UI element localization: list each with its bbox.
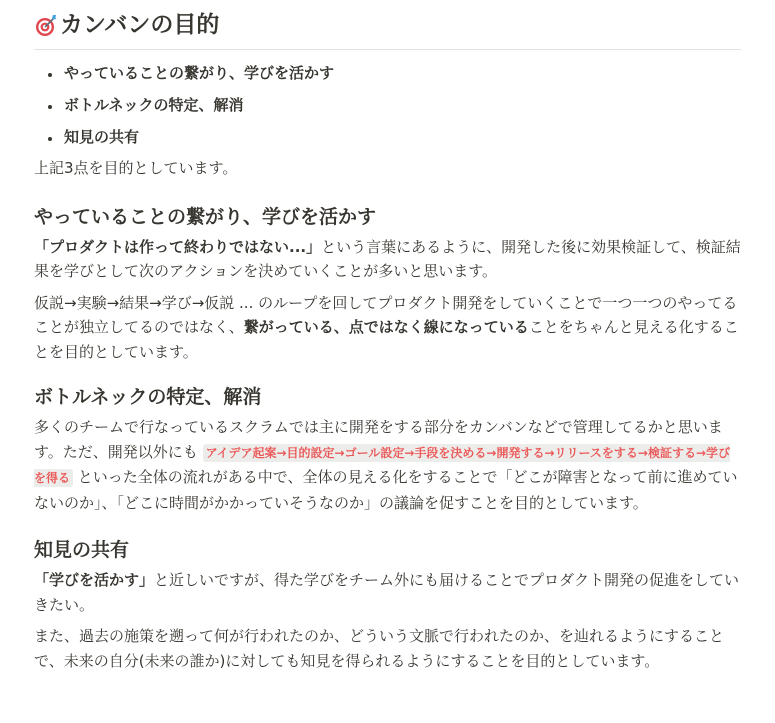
paragraph-text: ことをちゃんと見える化することを目的としています。 <box>34 318 739 361</box>
section-heading-bottleneck: ボトルネックの特定、解消 <box>34 386 262 408</box>
page-title-text: カンバンの目的 <box>60 11 220 38</box>
section-heading-learning: やっていることの繋がり、学びを活かす <box>34 205 377 228</box>
paragraph-text: という言葉にあるように、開発した後に効果検証して、検証結果を学びとして次のアクションを決めていくことが多いと思います。 <box>34 237 741 280</box>
paragraph-text: 仮説→実験→結果→学び→仮説 ... のループを回してプロダクト開発をしていくことで一つ一つのやってることが独立してるのではなく、 <box>34 293 738 336</box>
purpose-list <box>34 64 741 147</box>
bold-quote: 「学びを活かす」 <box>34 571 155 589</box>
list-item: • ボトルネックの特定、解消 <box>62 96 741 115</box>
section-heading-knowledge: 知見の共有 <box>34 539 130 561</box>
dart-target-icon <box>34 13 58 37</box>
section-knowledge-paragraph-1 <box>34 568 741 617</box>
page-title <box>34 0 741 43</box>
section-bottleneck-paragraph <box>34 415 741 515</box>
title-divider <box>34 49 741 50</box>
paragraph-text: と近しいですが、得た学びをチーム外にも届けることでプロダクト開発の促進をしていきたい。 <box>34 571 740 614</box>
paragraph-text: 多くのチームで行なっているスクラムでは主に開発をする部分をカンバンなどで管理してるかと思います。ただ、開発以外にも <box>34 418 723 461</box>
paragraph-text: といった全体の流れがある中で、全体の見える化をすることで「どこが障害となって前に進めていないのか」、「どこに時間がかかっていそうなのか」の議論を促すことを目的としています。 <box>34 468 738 512</box>
inline-code-flow: アイデア起案→目的設定→ゴール設定→手段を決める→開発する→リリースをする→検証する→学びを得る <box>34 445 731 485</box>
bold-quote: 「プロダクトは作って終わりではない...」 <box>34 237 322 256</box>
section-learning-paragraph-2 <box>34 291 741 365</box>
list-item: • やっていることの繋がり、学びを活かす <box>62 64 741 83</box>
section-learning-paragraph-1 <box>34 235 741 284</box>
section-knowledge-paragraph-2: また、過去の施策を遡って何が行われたのか、どういう文脈で行われたのか、を辿れるようにすることで、未来の自分(未来の誰か)に対しても知見を得られるようにすることを目的としています。 <box>34 627 725 670</box>
bold-emphasis: 繋がっている、点ではなく線になっている <box>243 318 529 336</box>
summary-text: 上記3点を目的としています。 <box>34 159 238 177</box>
list-item: • 知見の共有 <box>62 128 741 147</box>
